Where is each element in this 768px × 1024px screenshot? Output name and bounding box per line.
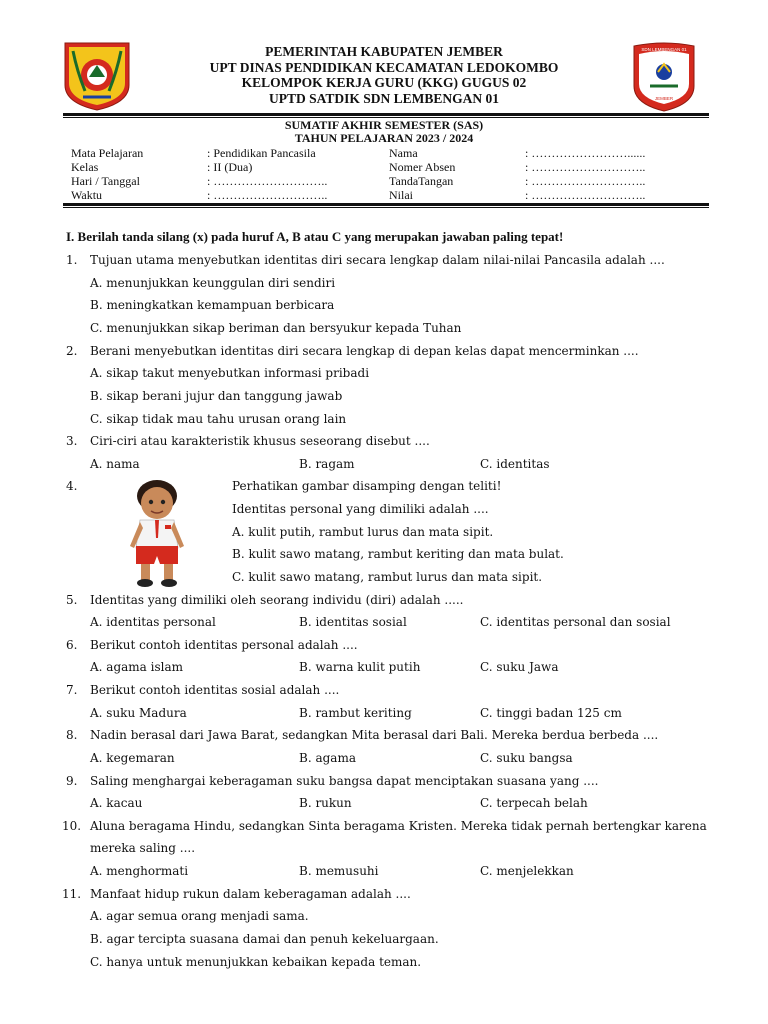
question-text: Tujuan utama menyebutkan identitas diri secara lengkap dalam nilai-nilai Pancasila adalah ....	[90, 253, 665, 267]
answer-option: B. rambut keriting	[299, 706, 412, 720]
question-number: 6.	[66, 638, 78, 652]
question-text: Perhatikan gambar disamping dengan teliti!	[232, 479, 502, 493]
answer-option: C. suku Jawa	[480, 660, 559, 674]
logo-arc-text: SDN LEMBENGAN 01	[641, 47, 687, 52]
answer-option: C. kulit sawo matang, rambut lurus dan mata sipit.	[232, 570, 543, 584]
answer-option: B. meningkatkan kemampuan berbicara	[90, 298, 335, 312]
question-number: 1.	[66, 253, 78, 267]
answer-option: A. suku Madura	[90, 706, 187, 720]
info-value: : ………………………..	[207, 188, 328, 202]
question-text: mereka saling ....	[90, 841, 196, 855]
question-text: Nadin berasal dari Jawa Barat, sedangkan Mita berasal dari Bali. Mereka berdua berbeda ....	[90, 728, 659, 742]
answer-option: A. kulit putih, rambut lurus dan mata sipit.	[232, 525, 494, 539]
question-text: Berani menyebutkan identitas diri secara lengkap di depan kelas dapat mencerminkan ....	[90, 344, 639, 358]
letterhead-line: PEMERINTAH KABUPATEN JEMBER	[265, 44, 503, 59]
answer-option: C. sikap tidak mau tahu urusan orang lain	[90, 412, 347, 426]
info-left-values	[207, 146, 327, 202]
question-text: Aluna beragama Hindu, sedangkan Sinta beragama Kristen. Mereka tidak pernah bertengkar karena	[90, 819, 707, 833]
info-divider-thin	[63, 207, 709, 208]
exam-title: SUMATIF AKHIR SEMESTER (SAS)	[284, 118, 484, 132]
info-label: Waktu	[71, 188, 103, 202]
answer-option: B. ragam	[299, 457, 355, 471]
info-value: : ………………………..	[525, 174, 646, 188]
info-label: Kelas	[71, 160, 99, 174]
question-text: Saling menghargai keberagaman suku bangsa dapat menciptakan suasana yang ....	[90, 774, 599, 788]
answer-option: A. sikap takut menyebutkan informasi pribadi	[90, 366, 370, 380]
answer-option: B. rukun	[299, 796, 352, 810]
section-instruction: I. Berilah tanda silang (x) pada huruf A, B atau C yang merupakan jawaban paling tepat!	[66, 229, 564, 244]
answer-option: C. tinggi badan 125 cm	[480, 706, 622, 720]
header-divider	[63, 113, 709, 116]
info-left-labels	[71, 146, 143, 202]
answer-option: C. terpecah belah	[480, 796, 588, 810]
info-value: : ……………………......	[525, 146, 646, 160]
exam-year: TAHUN PELAJARAN 2023 / 2024	[294, 131, 474, 145]
answer-option: B. identitas sosial	[299, 615, 407, 629]
question-number: 11.	[62, 887, 82, 901]
question-text: Ciri-ciri atau karakteristik khusus seseorang disebut ....	[90, 434, 430, 448]
answer-option: A. identitas personal	[90, 615, 216, 629]
answer-option: B. kulit sawo matang, rambut keriting dan mata bulat.	[232, 547, 564, 561]
info-label: TandaTangan	[389, 174, 454, 188]
question-text: Berikut contoh identitas sosial adalah ....	[90, 683, 340, 697]
letterhead-line: UPTD SATDIK SDN LEMBENGAN 01	[268, 90, 500, 106]
answer-option: A. kegemaran	[90, 751, 175, 765]
question-text: Manfaat hidup rukun dalam keberagaman adalah ....	[90, 887, 411, 901]
answer-option: C. identitas personal dan sosial	[480, 615, 671, 629]
info-value: : ………………………..	[525, 188, 646, 202]
answer-option: A. menunjukkan keunggulan diri sendiri	[90, 276, 336, 290]
info-label: Mata Pelajaran	[71, 146, 144, 160]
answer-option: C. suku bangsa	[480, 751, 573, 765]
answer-option: B. agar tercipta suasana damai dan penuh kekeluargaan.	[90, 932, 439, 946]
letterhead	[0, 44, 768, 106]
answer-option: A. kacau	[90, 796, 143, 810]
answer-option: A. menghormati	[90, 864, 189, 878]
info-value: : II (Dua)	[207, 160, 253, 174]
question-number: 9.	[66, 774, 78, 788]
info-divider	[63, 203, 709, 206]
answer-option: C. identitas	[480, 457, 550, 471]
student-illustration	[122, 476, 192, 588]
answer-option: A. agama islam	[90, 660, 183, 674]
info-right-labels	[389, 146, 455, 202]
question-text: Identitas personal yang dimiliki adalah ....	[232, 502, 489, 516]
info-label: Nomer Absen	[389, 160, 456, 174]
question-number: 7.	[66, 683, 78, 697]
info-value: : ………………………..	[525, 160, 646, 174]
answer-option: B. agama	[299, 751, 356, 765]
question-number: 10.	[62, 819, 82, 833]
answer-option: B. memusuhi	[299, 864, 379, 878]
question-text: Berikut contoh identitas personal adalah ....	[90, 638, 358, 652]
answer-option: C. menunjukkan sikap beriman dan bersyukur kepada Tuhan	[90, 321, 462, 335]
info-value: : Pendidikan Pancasila	[207, 146, 316, 160]
logo-bottom-text: JEMBER	[654, 96, 674, 101]
letterhead-line: UPT DINAS PENDIDIKAN KECAMATAN LEDOKOMBO	[209, 59, 559, 75]
question-text: Identitas yang dimiliki oleh seorang individu (diri) adalah .....	[90, 593, 464, 607]
info-value: : ………………………..	[207, 174, 328, 188]
answer-option: A. nama	[90, 457, 140, 471]
question-number: 5.	[66, 593, 78, 607]
answer-option: A. agar semua orang menjadi sama.	[90, 909, 309, 923]
info-label: Nama	[389, 146, 418, 160]
question-number: 8.	[66, 728, 78, 742]
question-number: 3.	[66, 434, 78, 448]
question-number: 2.	[66, 344, 78, 358]
info-label: Nilai	[389, 188, 413, 202]
info-right-values	[525, 146, 645, 202]
answer-option: B. sikap berani jujur dan tanggung jawab	[90, 389, 343, 403]
info-label: Hari / Tanggal	[71, 174, 140, 188]
question-number: 4.	[66, 479, 78, 493]
answer-option: C. menjelekkan	[480, 864, 574, 878]
letterhead-line: KELOMPOK KERJA GURU (KKG) GUGUS 02	[241, 75, 527, 90]
answer-option: B. warna kulit putih	[299, 660, 421, 674]
answer-option: C. hanya untuk menunjukkan kebaikan kepada teman.	[90, 955, 422, 969]
